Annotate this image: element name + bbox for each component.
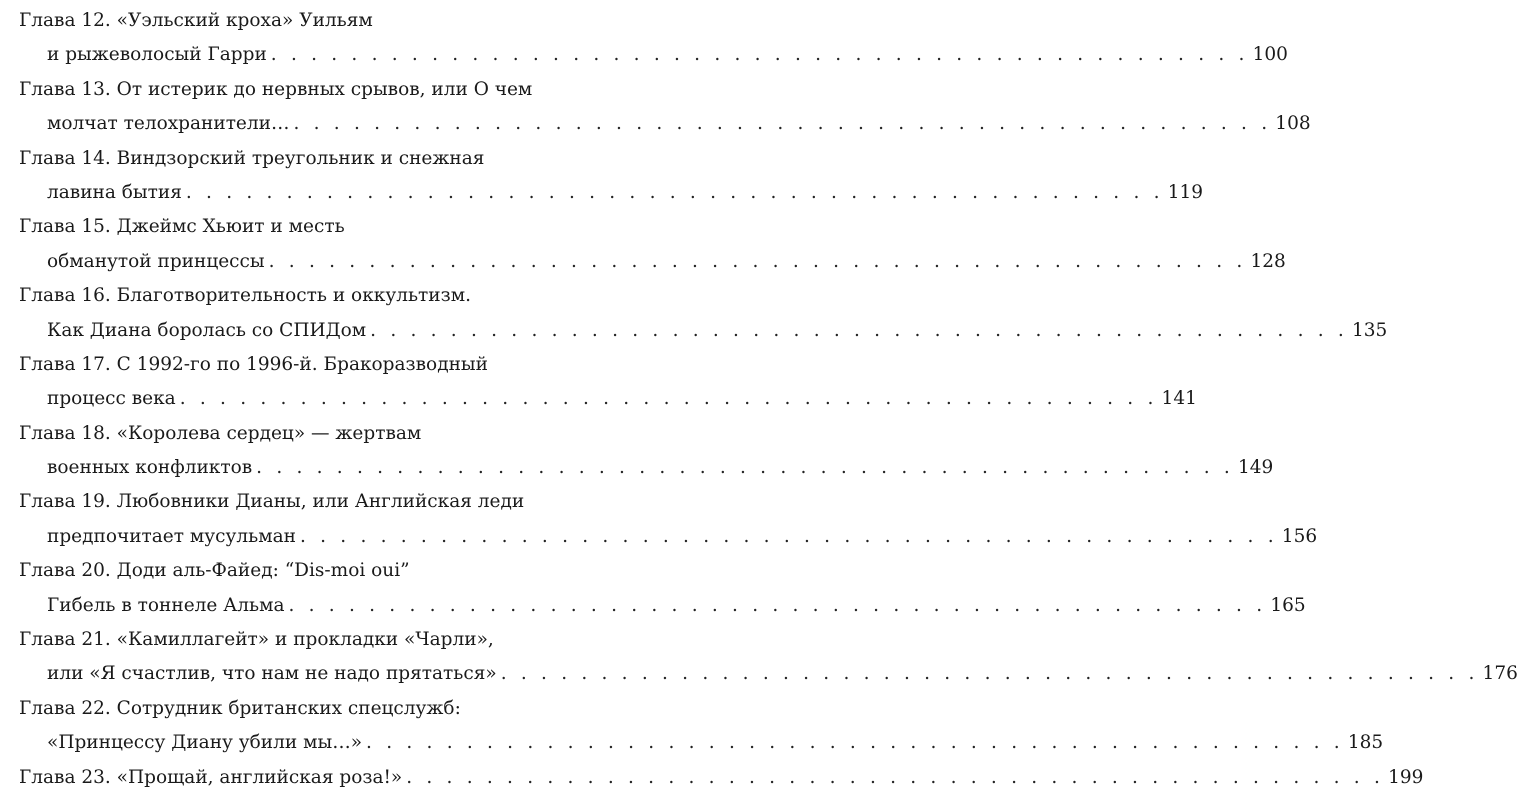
dot-leader: . . . . . . . . . . . . . . . . . . . . . . . . . . . . . . . . . . . . . . . . . . . . . . . . . [500, 663, 1479, 685]
chapter-title-text: «Принцессу Диану убили мы…» [47, 732, 363, 754]
chapter-title-text: лавина бытия [47, 181, 182, 203]
toc-entry-chapter-14 [19, 142, 1204, 211]
dot-leader: . . . . . . . . . . . . . . . . . . . . . . . . . . . . . . . . . . . . . . . . . . . . . . . . . [256, 457, 1234, 479]
chapter-title-text: или «Я счастлив, что нам не надо прятаться» [47, 663, 497, 685]
chapter-title-continuation [19, 382, 1197, 416]
table-of-contents [19, 4, 1518, 795]
chapter-title-text: Как Диана боролась со СПИДом [47, 319, 367, 341]
chapter-title-text: Глава 23. «Прощай, английская роза!» [19, 766, 403, 788]
toc-entry-chapter-22 [19, 692, 1384, 761]
dot-leader: . . . . . . . . . . . . . . . . . . . . . . . . . . . . . . . . . . . . . . . . . . . . . . . . . [293, 113, 1272, 135]
chapter-title-text: предпочитает мусульман [47, 525, 296, 547]
chapter-title-continuation [19, 176, 1204, 210]
dot-leader: . . . . . . . . . . . . . . . . . . . . . . . . . . . . . . . . . . . . . . . . . . . . . . . . . [406, 766, 1385, 788]
page-number: 135 [1351, 319, 1388, 341]
chapter-title-continuation [19, 657, 1518, 691]
chapter-title-line: Глава 17. С 1992-го по 1996-й. Бракоразводный [19, 353, 488, 375]
page-number: 141 [1161, 388, 1197, 410]
chapter-title-line: Глава 21. «Камиллагейт» и прокладки «Чарли», [19, 629, 494, 651]
chapter-title-line: Глава 13. От истерик до нервных срывов, или О чем [19, 78, 533, 100]
chapter-title-line [19, 761, 1424, 795]
chapter-title-continuation [19, 107, 1311, 141]
chapter-title-line: Глава 15. Джеймс Хьюит и месть [19, 216, 345, 238]
toc-entry-chapter-18 [19, 417, 1274, 486]
chapter-title-line: Глава 18. «Королева сердец» — жертвам [19, 422, 422, 444]
chapter-title-text: и рыжеволосый Гарри [47, 44, 267, 66]
chapter-title-continuation [19, 726, 1384, 760]
chapter-title-continuation [19, 245, 1286, 279]
toc-entry-chapter-15 [19, 210, 1286, 279]
chapter-title-text: обманутой принцессы [47, 250, 265, 272]
chapter-title-line: Глава 16. Благотворительность и оккультизм. [19, 285, 471, 307]
page-number: 185 [1347, 732, 1384, 754]
dot-leader: . . . . . . . . . . . . . . . . . . . . . . . . . . . . . . . . . . . . . . . . . . . . . . . . . [299, 525, 1278, 547]
toc-entry-chapter-17 [19, 348, 1197, 417]
chapter-title-line: Глава 19. Любовники Дианы, или Английская леди [19, 491, 525, 513]
dot-leader: . . . . . . . . . . . . . . . . . . . . . . . . . . . . . . . . . . . . . . . . . . . . . . . . . [268, 250, 1247, 272]
page-number: 100 [1252, 44, 1288, 66]
chapter-title-continuation [19, 520, 1318, 554]
chapter-title-continuation [19, 38, 1288, 72]
page-number: 149 [1237, 457, 1274, 479]
chapter-title-text: молчат телохранители… [47, 113, 290, 135]
chapter-title-line: Глава 14. Виндзорский треугольник и снежная [19, 147, 485, 169]
dot-leader: . . . . . . . . . . . . . . . . . . . . . . . . . . . . . . . . . . . . . . . . . . . . . . . . . [179, 388, 1158, 410]
toc-entry-chapter-12 [19, 4, 1288, 73]
chapter-title-continuation [19, 589, 1306, 623]
toc-entry-chapter-19 [19, 485, 1318, 554]
page-number: 165 [1270, 594, 1306, 616]
page-number: 128 [1250, 250, 1286, 272]
dot-leader: . . . . . . . . . . . . . . . . . . . . . . . . . . . . . . . . . . . . . . . . . . . . . . . . . [288, 594, 1267, 616]
toc-entry-chapter-16 [19, 279, 1388, 348]
toc-entry-chapter-13 [19, 73, 1311, 142]
dot-leader: . . . . . . . . . . . . . . . . . . . . . . . . . . . . . . . . . . . . . . . . . . . . . . . . . [270, 44, 1249, 66]
page-number: 176 [1482, 663, 1518, 685]
page-number: 119 [1167, 181, 1204, 203]
chapter-title-text: процесс века [47, 388, 176, 410]
chapter-title-continuation [19, 451, 1274, 485]
dot-leader: . . . . . . . . . . . . . . . . . . . . . . . . . . . . . . . . . . . . . . . . . . . . . . . . . [185, 181, 1164, 203]
toc-entry-chapter-20 [19, 554, 1306, 623]
chapter-title-line: Глава 20. Доди аль-Файед: “Dis-moi oui” [19, 560, 410, 582]
chapter-title-continuation [19, 314, 1388, 348]
chapter-title-line: Глава 12. «Уэльский кроха» Уильям [19, 10, 373, 31]
toc-entry-chapter-23 [19, 761, 1424, 795]
page-number: 108 [1275, 113, 1311, 135]
page-number: 199 [1388, 766, 1424, 788]
page-number: 156 [1281, 525, 1318, 547]
chapter-title-line: Глава 22. Сотрудник британских спецслужб: [19, 697, 461, 719]
chapter-title-text: Гибель в тоннеле Альма [47, 594, 285, 616]
dot-leader: . . . . . . . . . . . . . . . . . . . . . . . . . . . . . . . . . . . . . . . . . . . . . . . . . [366, 732, 1344, 754]
chapter-title-text: военных конфликтов [47, 457, 253, 479]
dot-leader: . . . . . . . . . . . . . . . . . . . . . . . . . . . . . . . . . . . . . . . . . . . . . . . . . [370, 319, 1348, 341]
toc-entry-chapter-21 [19, 623, 1518, 692]
